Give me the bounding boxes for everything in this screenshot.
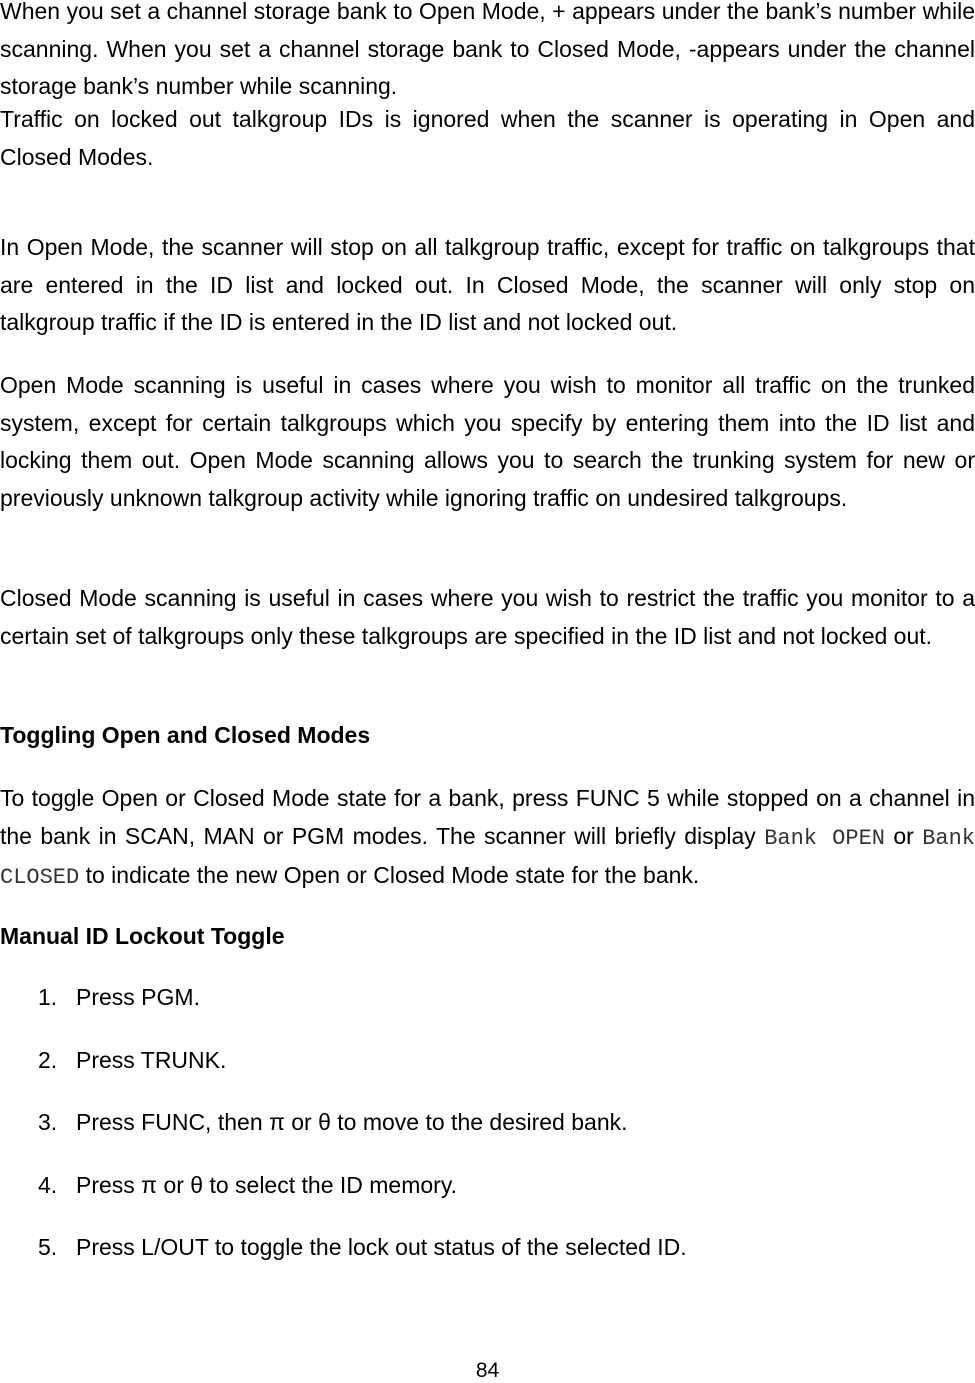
list-item [0, 1229, 975, 1267]
list-item [0, 1167, 975, 1205]
step-text: Press FUNC, then π or θ to move to the desired bank. [76, 1109, 628, 1135]
step-text: Press TRUNK. [76, 1046, 227, 1073]
lockout-steps-list [0, 979, 975, 1267]
step-text: Press π or θ to select the ID memory. [76, 1171, 458, 1198]
paragraph-locked-out-ignored: Traffic on locked out talkgroup IDs is ignored when the scanner is operating in Open and Closed Modes. [0, 106, 975, 170]
list-item [0, 1042, 975, 1080]
display-bank-closed: Bank CLOSED [0, 825, 975, 890]
heading-manual-id-lockout: Manual ID Lockout Toggle [0, 923, 285, 949]
toggle-text-or: or [885, 822, 923, 849]
step-number: 2. [38, 1046, 58, 1073]
paragraph-toggle-instructions [0, 780, 975, 897]
step-text: Press PGM. [76, 984, 200, 1010]
step-text: Press L/OUT to toggle the lock out status of the selected ID. [76, 1234, 687, 1260]
toggle-text-before: To toggle Open or Closed Mode state for a bank, press FUNC 5 while stopped on a channel in the bank in SCAN, MAN or PGM modes. The scanner will briefly display [0, 785, 975, 849]
step-number: 4. [38, 1171, 58, 1198]
paragraph-mode-behavior: In Open Mode, the scanner will stop on all talkgroup traffic, except for traffic on talkgroups that are entered in the ID list and locked out. In Closed Mode, the scanner will only stop on talkgroup traffic if the ID is entered in the ID list and not locked out. [0, 234, 975, 335]
paragraph-open-mode-usage: Open Mode scanning is useful in cases where you wish to monitor all traffic on the trunked system, except for certain talkgroups which you specify by entering them into the ID list and locking them out. Open Mode scanning allows you to search the trunking system for new or previously unknown talkgroup activity while ignoring traffic on undesired talkgroups. [0, 372, 975, 511]
list-item [0, 979, 975, 1017]
step-number: 1. [38, 984, 58, 1010]
paragraph-closed-mode-usage: Closed Mode scanning is useful in cases where you wish to restrict the traffic you monitor to a certain set of talkgroups only these talkgroups are specified in the ID list and not locked out. [0, 585, 975, 649]
step-number: 3. [38, 1109, 58, 1135]
list-item [0, 1104, 975, 1142]
display-bank-open: Bank OPEN [764, 825, 885, 851]
toggle-text-after: to indicate the new Open or Closed Mode state for the bank. [79, 862, 700, 888]
step-number: 5. [38, 1234, 58, 1260]
page-number: 84 [475, 1359, 500, 1382]
heading-toggling-modes: Toggling Open and Closed Modes [0, 722, 371, 748]
paragraph-open-closed-indicator: When you set a channel storage bank to Open Mode, + appears under the bank’s number while scanning. When you set a channel storage bank to Closed Mode, -appears under the channel storage bank’s number while scanning. [0, 0, 975, 99]
